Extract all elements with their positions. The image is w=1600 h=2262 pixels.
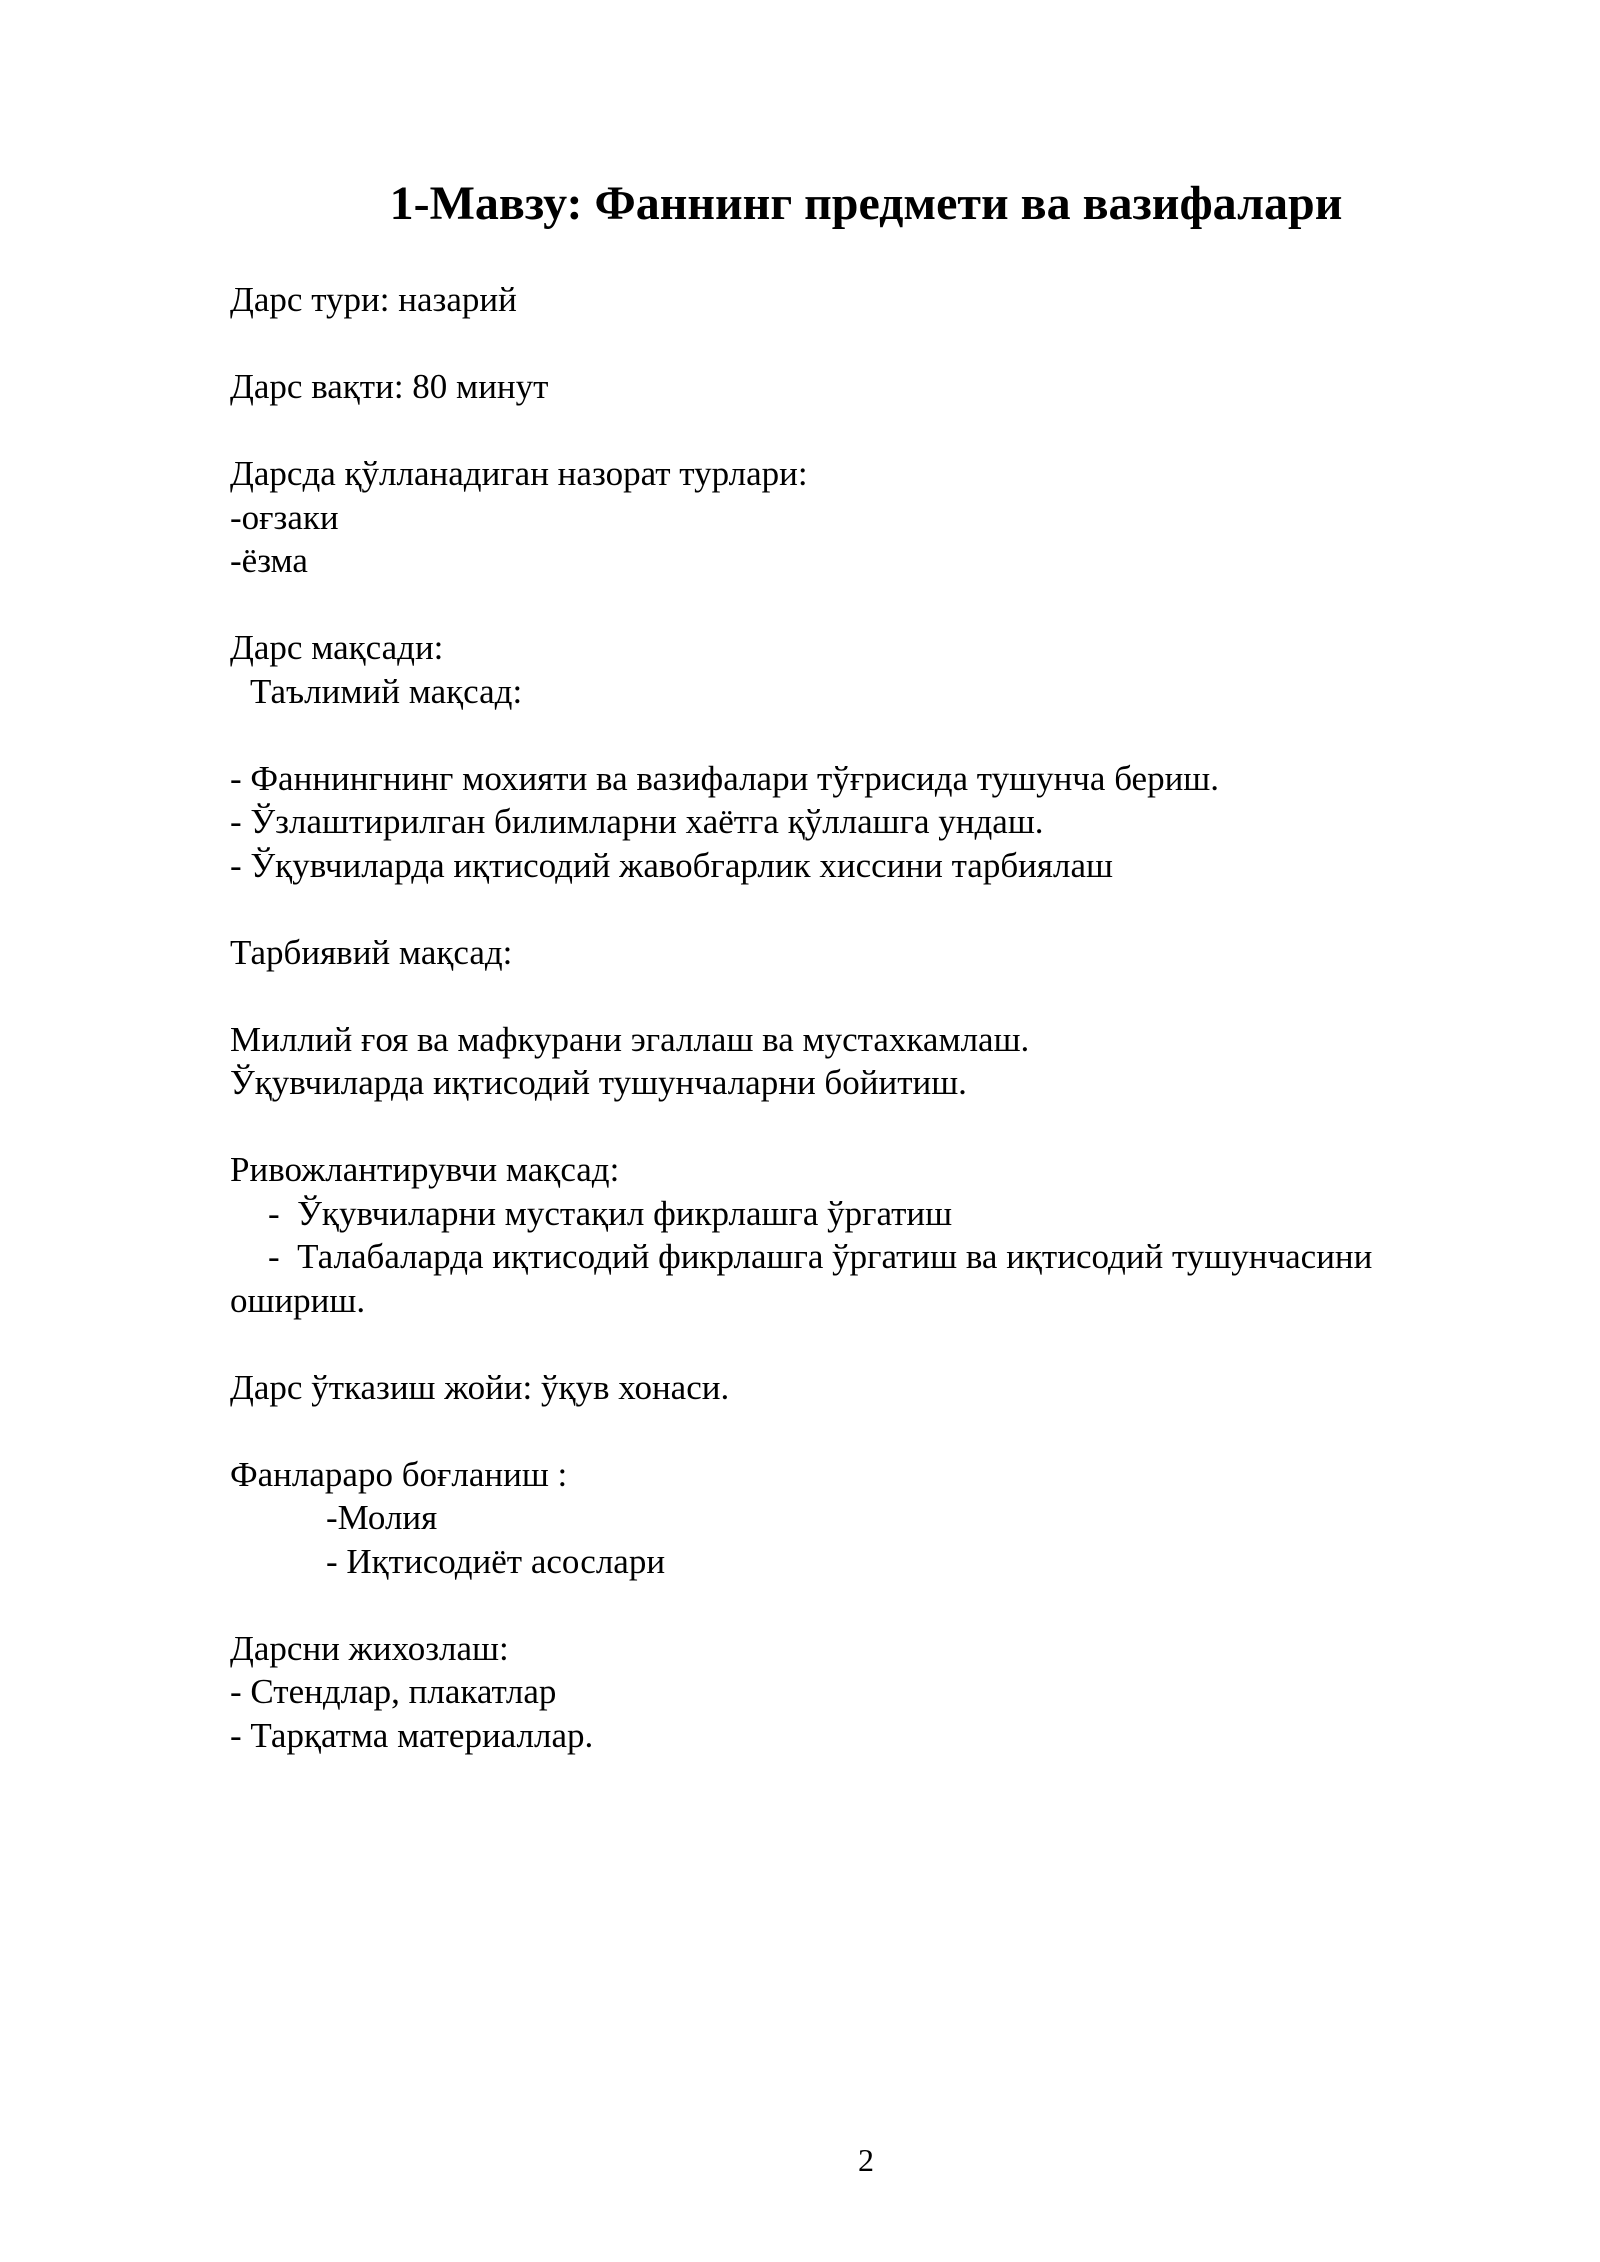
goal-heading: Дарс мақсади: xyxy=(230,628,444,667)
upbringing-goal-item: Миллий ғоя ва мафкурани эгаллаш ва мустахкамлаш. xyxy=(230,1019,1030,1059)
page-number: 2 xyxy=(858,2142,874,2178)
lesson-type: Дарс тури: назарий xyxy=(230,280,517,319)
equipment-item: - Стендлар, плакатлар xyxy=(230,1672,557,1711)
upbringing-goal-heading: Тарбиявий мақсад: xyxy=(230,932,513,972)
equipment-heading: Дарсни жихозлаш: xyxy=(230,1628,509,1668)
educational-goal-item: - Ўқувчиларда иқтисодий жавобгарлик хиссини тарбиялаш xyxy=(230,845,1113,885)
control-item: -оғзаки xyxy=(230,497,339,537)
upbringing-goal-item: Ўқувчиларда иқтисодий тушунчаларни бойитиш. xyxy=(230,1063,967,1102)
interdisciplinary-item: - Иқтисодиёт асослари xyxy=(326,1541,666,1581)
educational-goal-item: - Ўзлаштирилган билимларни хаётга қўллашга ундаш. xyxy=(230,802,1044,841)
developing-goal-item: - Ўқувчиларни мустақил фикрлашга ўргатиш xyxy=(268,1193,953,1233)
lesson-time: Дарс вақти: 80 минут xyxy=(230,367,549,406)
developing-goal-heading: Ривожлантирувчи мақсад: xyxy=(230,1150,620,1189)
control-heading: Дарсда қўлланадиган назорат турлари: xyxy=(230,454,808,493)
page-title: 1-Мавзу: Фаннинг предмети ва вазифалари xyxy=(389,177,1343,230)
document-body xyxy=(230,278,1480,1757)
equipment-item: - Тарқатма материаллар. xyxy=(230,1715,594,1755)
interdisciplinary-heading: Фанлараро боғланиш : xyxy=(230,1454,568,1494)
developing-goal-item: - Талабаларда иқтисодий фикрлашга ўргатиш ва иқтисодий тушунчасини xyxy=(268,1237,1373,1276)
control-item: -ёзма xyxy=(230,541,308,580)
developing-goal-continuation: ошириш. xyxy=(230,1280,366,1320)
interdisciplinary-item: -Молия xyxy=(326,1498,438,1537)
educational-goal-item: - Фаннингнинг мохияти ва вазифалари тўғрисида тушунча бериш. xyxy=(230,758,1220,798)
lesson-location: Дарс ўтказиш жойи: ўқув хонаси. xyxy=(230,1367,730,1407)
educational-goal-heading: Таълимий мақсад: xyxy=(250,671,523,711)
